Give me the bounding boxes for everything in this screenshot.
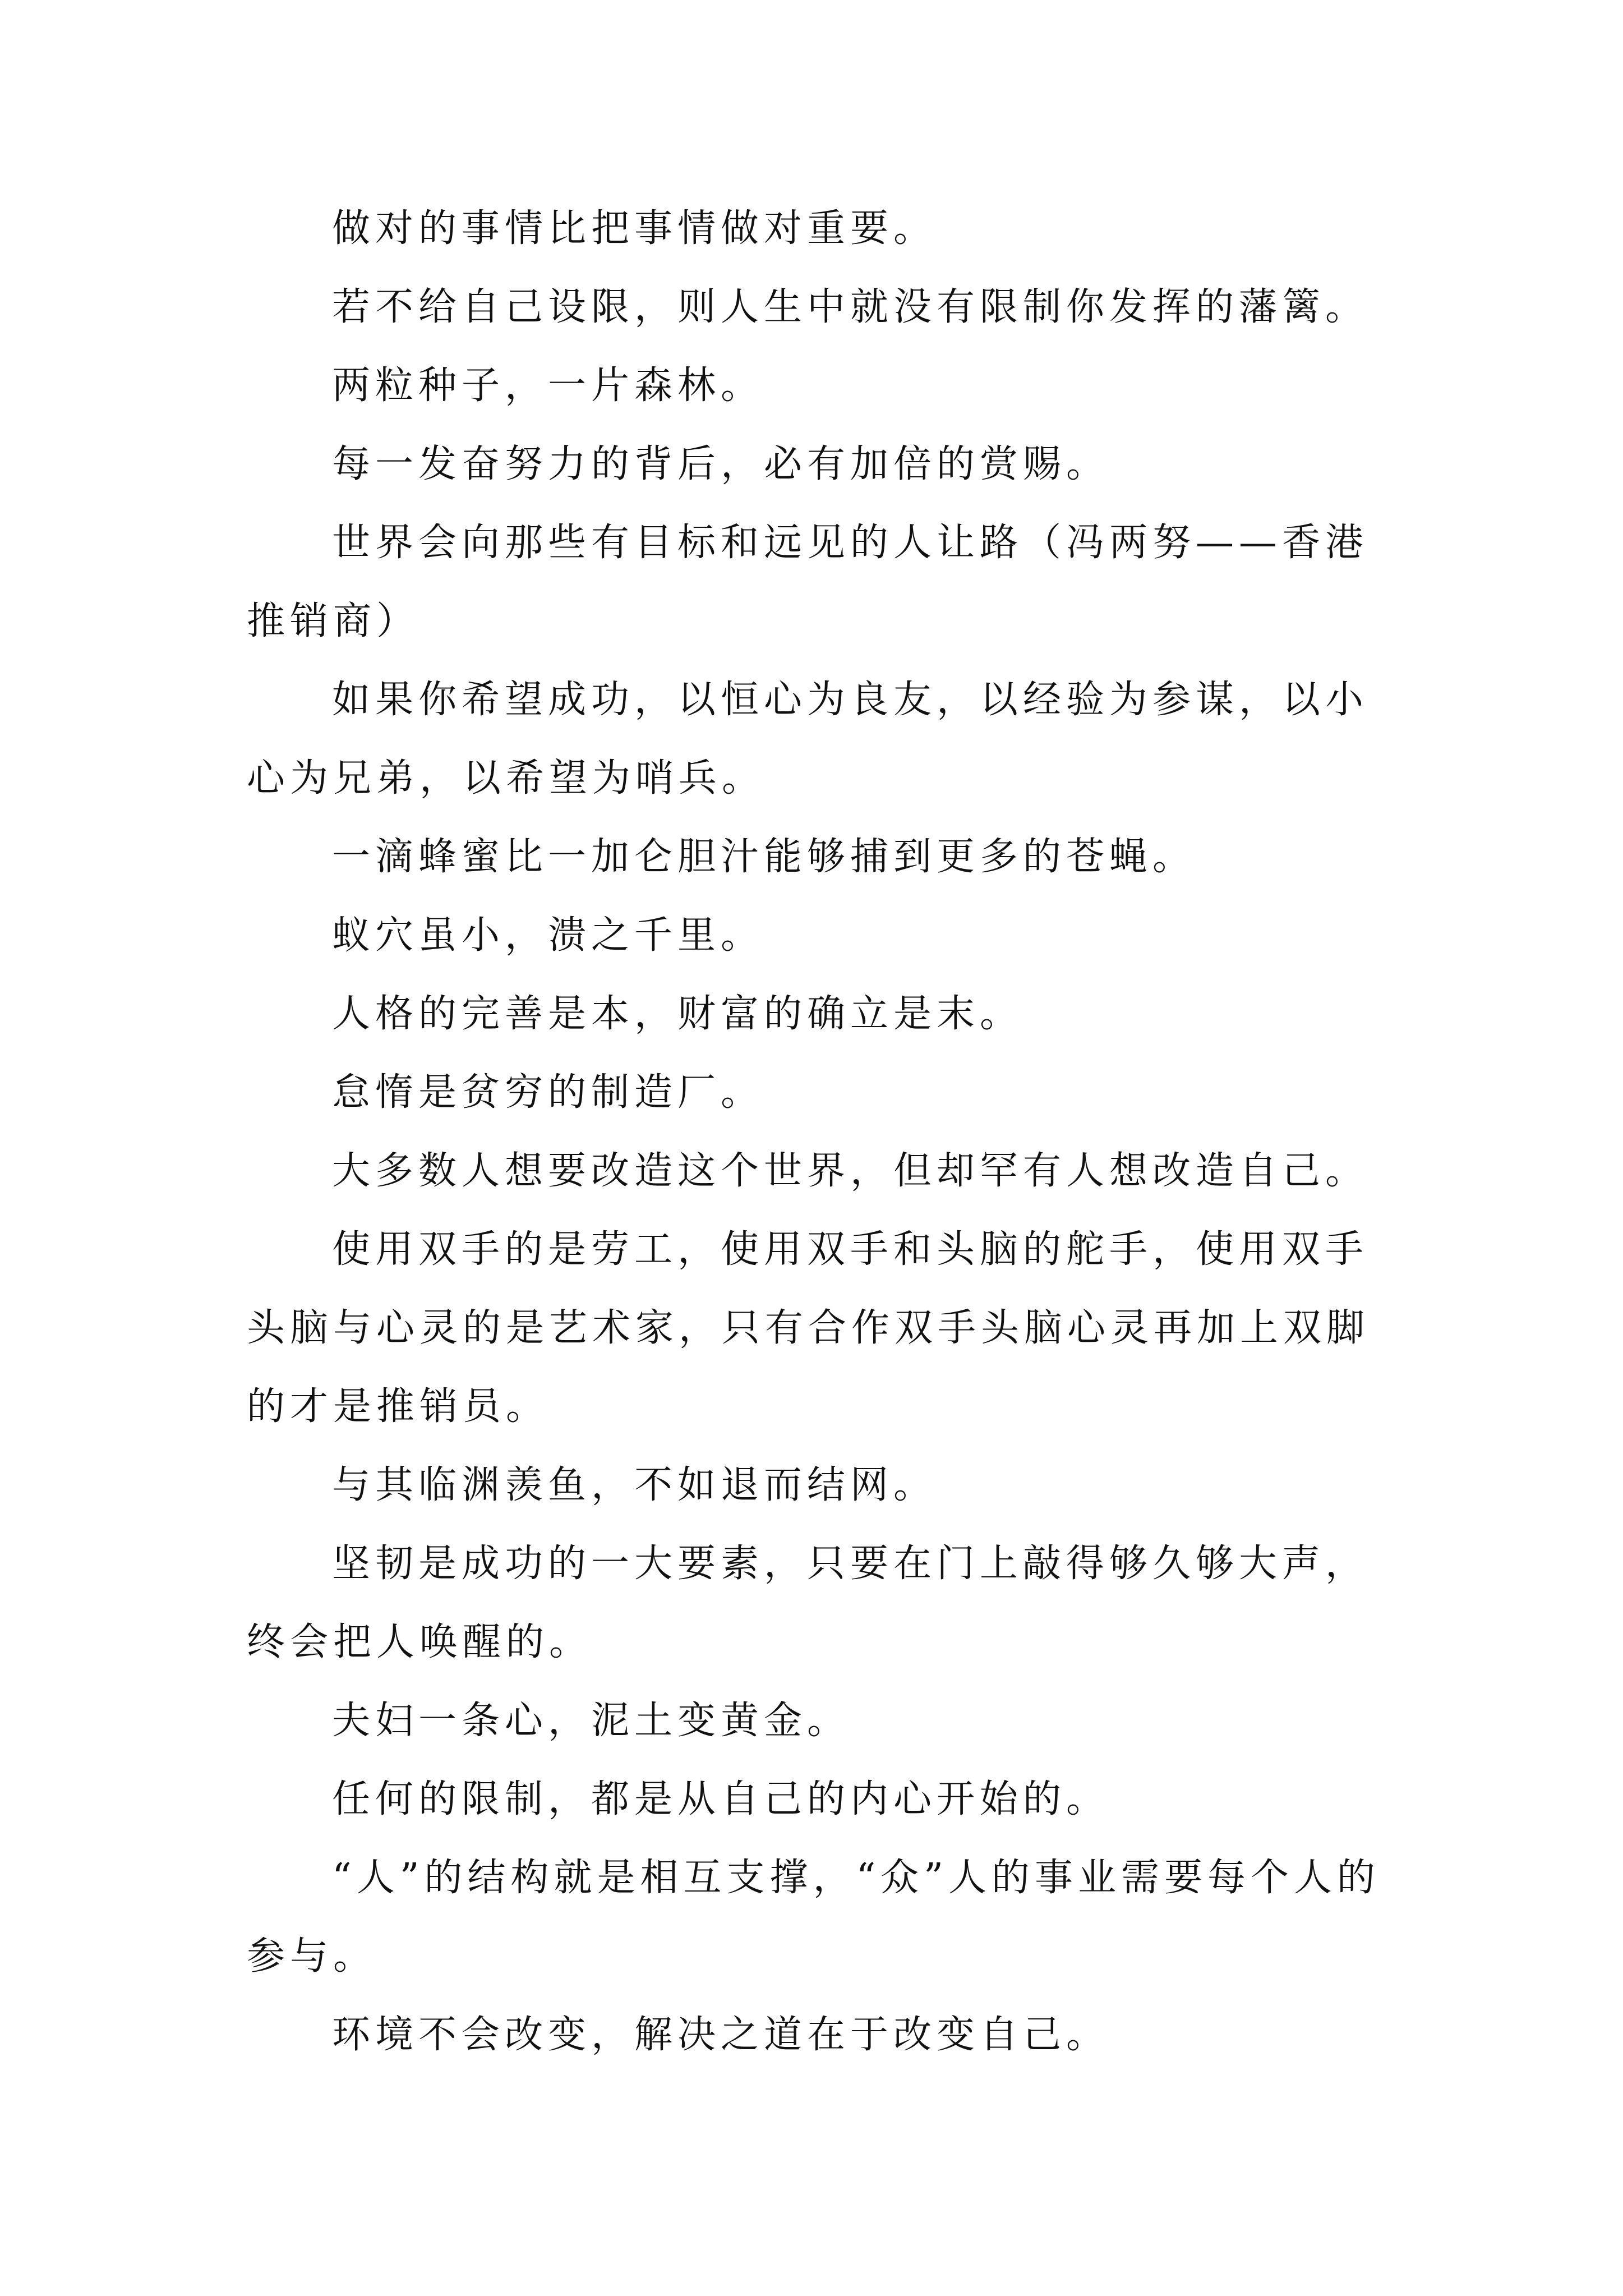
paragraph: 人格的完善是本，财富的确立是末。	[332, 992, 1023, 1036]
paragraph: 与其临渊羡鱼，不如退而结网。	[332, 1463, 937, 1507]
paragraph: 夫妇一条心，泥土变黄金。	[332, 1699, 851, 1743]
paragraph: “人”的结构就是相互支撑，“众”人的事业需要每个人的参与。	[247, 1856, 1381, 1978]
paragraph: 坚韧是成功的一大要素，只要在门上敲得够久够大声，终会把人唤醒的。	[247, 1542, 1369, 1664]
paragraph: 大多数人想要改造这个世界，但却罕有人想改造自己。	[332, 1149, 1369, 1193]
paragraph: 每一发奋努力的背后，必有加倍的赏赐。	[332, 442, 1110, 486]
paragraph: 怠惰是贫穷的制造厂。	[332, 1070, 764, 1115]
paragraph: 两粒种子，一片森林。	[332, 364, 764, 408]
paragraph: 如果你希望成功，以恒心为良友，以经验为参谋，以小心为兄弟，以希望为哨兵。	[247, 678, 1369, 800]
paragraph: 世界会向那些有目标和远见的人让路（冯两努——香港推销商）	[247, 521, 1369, 643]
paragraph: 蚁穴虽小，溃之千里。	[332, 913, 764, 958]
paragraph: 环境不会改变，解决之道在于改变自己。	[332, 2013, 1110, 2057]
document-body	[247, 190, 1391, 2074]
paragraph: 做对的事情比把事情做对重要。	[332, 206, 937, 251]
paragraph: 任何的限制，都是从自己的内心开始的。	[332, 1777, 1110, 1821]
paragraph: 一滴蜂蜜比一加仑胆汁能够捕到更多的苍蝇。	[332, 835, 1196, 879]
paragraph: 使用双手的是劳工，使用双手和头脑的舵手，使用双手头脑与心灵的是艺术家，只有合作双手头脑心灵再加上双脚的才是推销员。	[247, 1227, 1370, 1429]
paragraph: 若不给自己设限，则人生中就没有限制你发挥的藩篱。	[332, 285, 1369, 329]
